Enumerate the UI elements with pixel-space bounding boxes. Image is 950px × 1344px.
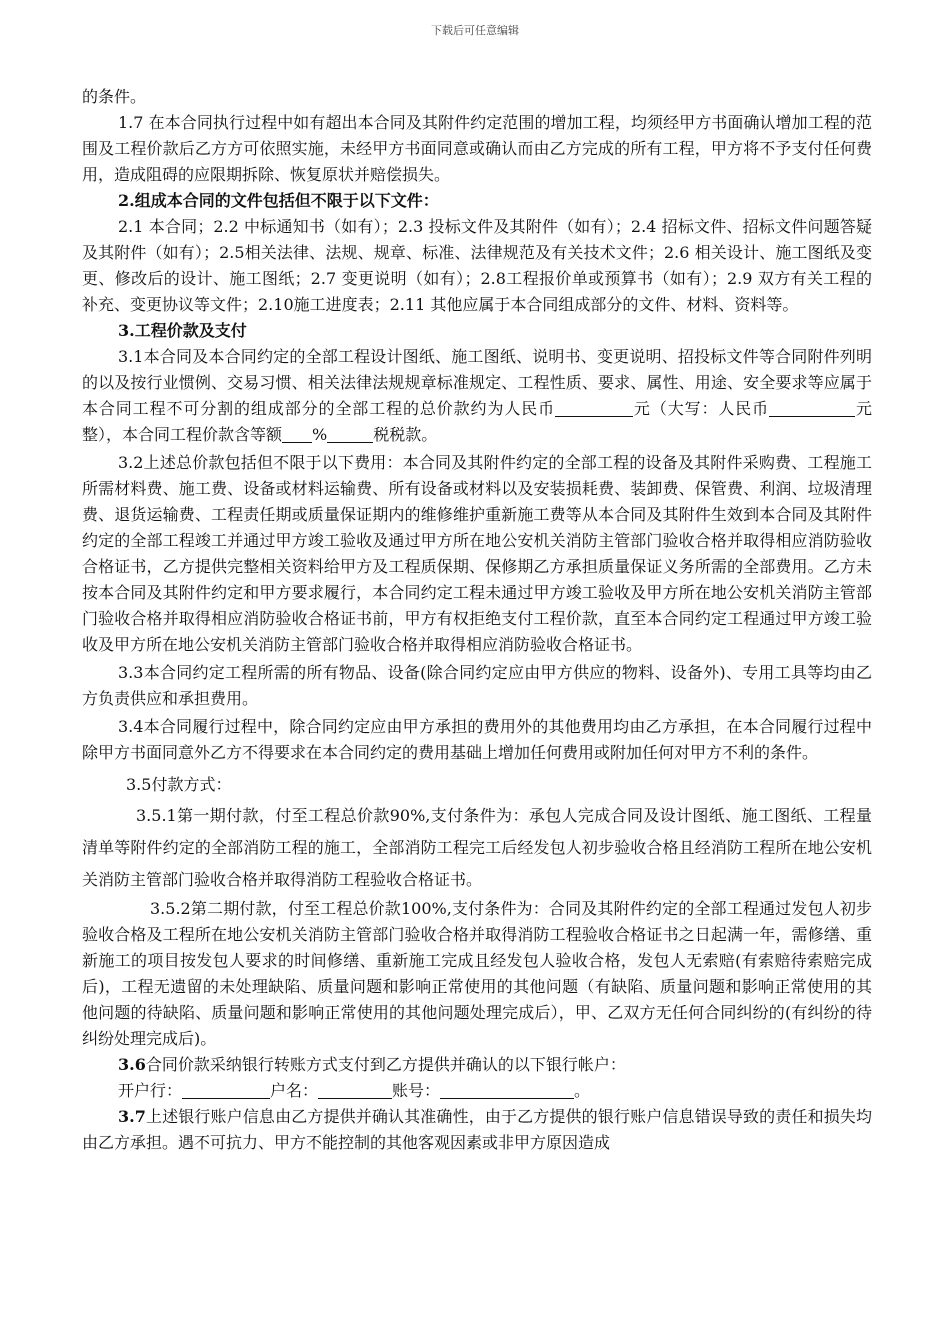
clause-3-7-text: 上述银行账户信息由乙方提供并确认其准确性，由于乙方提供的银行账户信息错误导致的责任和损失均由乙方承担。遇不可抗力、甲方不能控制的其他客观因素或非甲方原因造成	[82, 1107, 872, 1152]
clause-3-1	[82, 344, 872, 448]
clause-3-4: 3.4本合同履行过程中，除合同约定应由甲方承担的费用外的其他费用均由乙方承担，在本合同履行过程中除甲方书面同意外乙方不得要求在本合同约定的费用基础上增加任何费用或附加任何对甲方不利的条件。	[82, 717, 872, 762]
section-3-heading: 3.工程价款及支付	[118, 321, 247, 340]
clause-3-7-number: 3.7	[118, 1107, 146, 1126]
clause-3-1-text-c: 元整），本合同工程价款含等额	[82, 399, 872, 444]
clause-2-list: 2.1 本合同；2.2 中标通知书（如有）；2.3 投标文件及其附件（如有）；2.4 招标文件、招标文件问题答疑及其附件（如有）；2.5相关法律、法规、规章、标准、法律规范及有关技术文件；2.6 相关设计、施工图纸及变更、修改后的设计、施工图纸；2.7 变更说明（如有）；2.8工程报价单或预算书（如有）；2.9 双方有关工程的补充、变更协议等文件；2.10施工进度表；2.11 其他应属于本合同组成部分的文件、材料、资料等。	[82, 217, 872, 314]
paragraph-continuation: 的条件。	[82, 87, 147, 106]
account-name-blank	[318, 1082, 392, 1099]
clause-3-5: 3.5付款方式：	[126, 775, 232, 794]
account-number-label: 账号：	[392, 1081, 441, 1100]
clause-3-7	[82, 1104, 872, 1156]
account-name-label: 户名：	[270, 1081, 319, 1100]
bank-line-end: 。	[574, 1081, 591, 1100]
clause-3-1-text-a: 3.1本合同及本合同约定的全部工程设计图纸、施工图纸、说明书、变更说明、招投标文件等合同附件列明的以及按行业惯例、交易习惯、相关法律法规规章标准规定、工程性质、要求、属性、用途、安全要求等应属于本合同工程不可分割的组成部分的全部工程的总价款约为人民币	[82, 347, 872, 418]
tax-rate-blank	[282, 426, 312, 443]
clause-3-6-number: 3.6	[118, 1055, 146, 1074]
bank-name-blank	[182, 1082, 270, 1099]
clause-3-3: 3.3本合同约定工程所需的所有物品、设备(除合同约定应由甲方供应的物料、设备外)、专用工具等均由乙方负责供应和承担费用。	[82, 663, 872, 708]
amount-words-blank	[769, 400, 855, 417]
section-2-heading: 2.组成本合同的文件包括但不限于以下文件：	[118, 191, 439, 210]
clause-3-2: 3.2上述总价款包括但不限于以下费用：本合同及其附件约定的全部工程的设备及其附件采购费、工程施工所需材料费、施工费、设备或材料运输费、所有设备或材料以及安装损耗费、装卸费、保管费、利润、垃圾清理费、退货运输费、工程责任期或质量保证期内的维修维护重新施工费等从本合同及其附件生效到本合同及其附件约定的全部工程竣工并通过甲方竣工验收及通过甲方所在地公安机关消防主管部门验收合格并取得相应消防验收合格证书，乙方提供完整相关资料给甲方及工程质保期、保修期乙方承担质量保证义务所需的全部费用。乙方未按本合同及其附件约定和甲方要求履行，本合同约定工程未通过甲方竣工验收及甲方所在地公安机关消防主管部门验收合格并取得相应消防验收合格证书前，甲方有权拒绝支付工程价款，直至本合同约定工程通过甲方竣工验收及甲方所在地公安机关消防主管部门验收合格并取得相应消防验收合格证书。	[82, 453, 872, 654]
document-body	[82, 84, 872, 1156]
clause-3-1-text-d: %	[312, 425, 328, 444]
clause-3-5-1: 3.5.1第一期付款，付至工程总价款90%,支付条件为：承包人完成合同及设计图纸、施工图纸、工程量清单等附件约定的全部消防工程的施工，全部消防工程完工后经发包人初步验收合格且经消防工程所在地公安机关消防主管部门验收合格并取得消防工程验收合格证书。	[82, 806, 872, 889]
page-header: 下载后可任意编辑	[431, 24, 519, 37]
clause-1-7: 1.7 在本合同执行过程中如有超出本合同及其附件约定范围的增加工程，均须经甲方书面确认增加工程的范围及工程价款后乙方方可依照实施，未经甲方书面同意或确认而由乙方完成的所有工程，甲方将不予支付任何费用，造成阻碍的应限期拆除、恢复原状并赔偿损失。	[82, 113, 872, 184]
clause-3-1-text-e: 税税款。	[373, 425, 438, 444]
bank-label: 开户行：	[118, 1081, 183, 1100]
clause-3-6	[82, 1052, 872, 1078]
account-number-blank	[440, 1082, 574, 1099]
clause-3-1-text-b: 元（大写：人民币	[633, 399, 770, 418]
amount-blank	[555, 400, 633, 417]
clause-3-6-text: 合同价款采纳银行转账方式支付到乙方提供并确认的以下银行帐户：	[145, 1055, 626, 1074]
clause-3-5-2: 3.5.2第二期付款，付至工程总价款100%,支付条件为：合同及其附件约定的全部工程通过发包人初步验收合格及工程所在地公安机关消防主管部门验收合格并取得消防工程验收合格证书之日起满一年，需修缮、重新施工的项目按发包人要求的时间修缮、重新施工完成且经发包人验收合格，发包人无索赔(有索赔待索赔完成后)，工程无遗留的未处理缺陷、质量问题和影响正常使用的其他问题（有缺陷、质量问题和影响正常使用的其他问题的待缺陷、质量问题和影响正常使用的其他问题处理完成后），甲、乙双方无任何合同纠纷的(有纠纷的待纠纷处理完成后)。	[82, 899, 872, 1048]
bank-account-line	[82, 1078, 872, 1104]
tax-type-blank	[327, 426, 373, 443]
